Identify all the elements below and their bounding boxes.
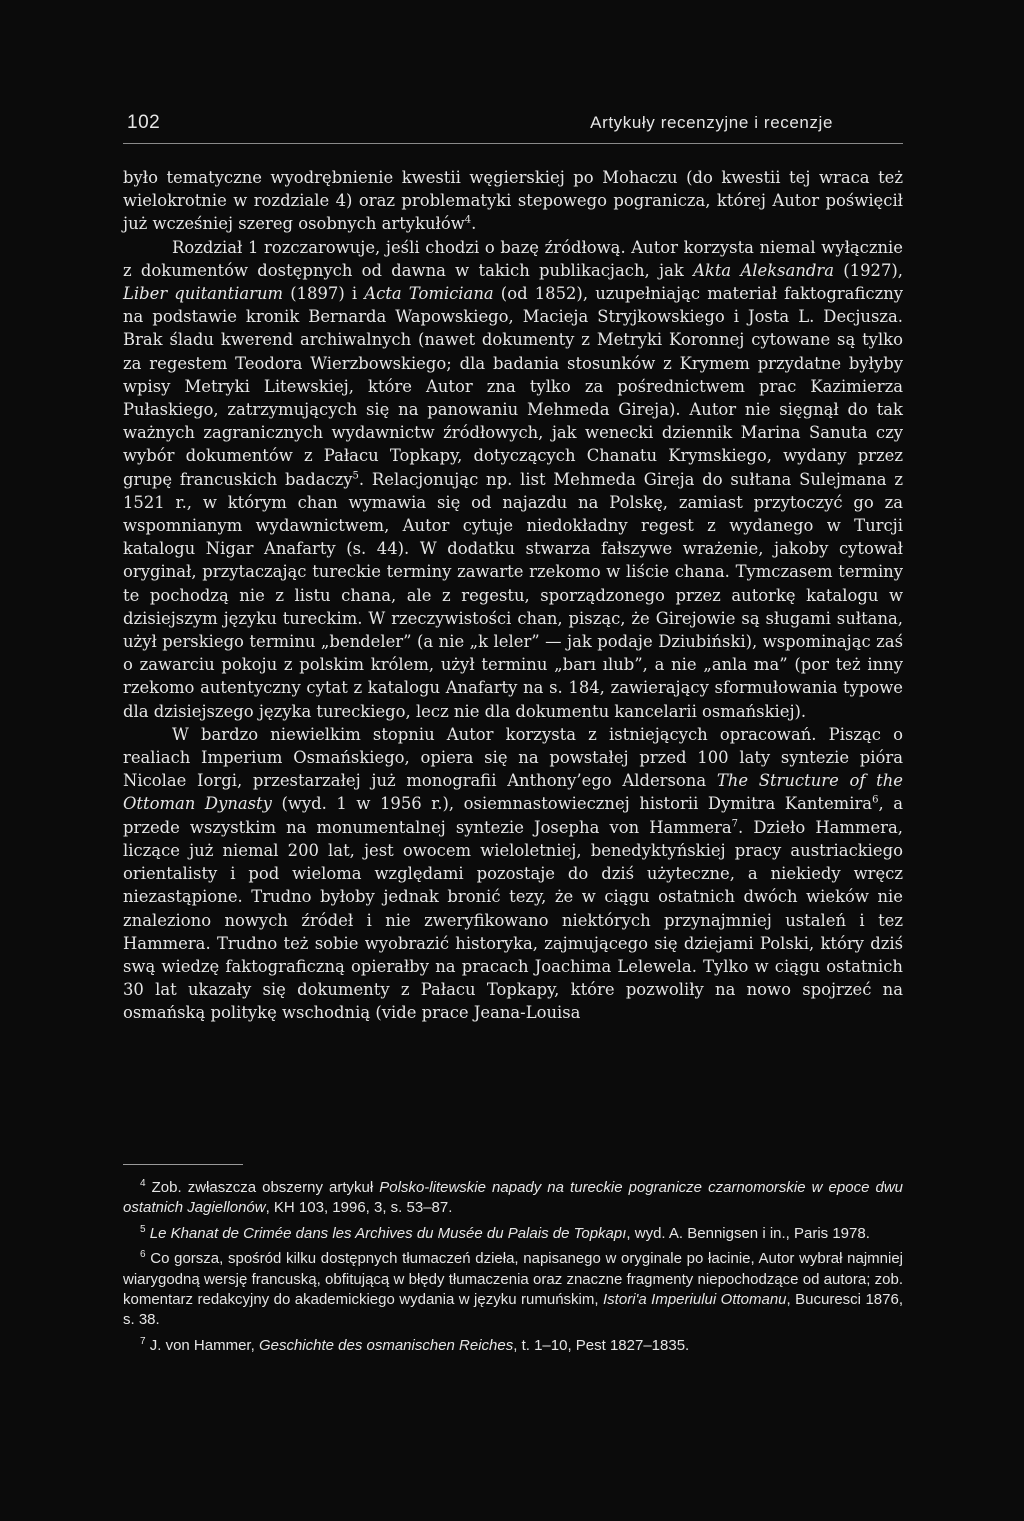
footnote-number: 4 xyxy=(140,1178,146,1189)
footnote-4: $^4$ Zob. zwłaszcza obszerny artykuł Polsko-litewskie napady na tureckie pogranicze czarnomorskie w epoce dwu ostatnich Jagiellonów, KH 103, 1996, 3, s. 53–87. xyxy=(123,1178,904,1217)
footnotes xyxy=(123,1178,903,1361)
footnote-6: $^6$ Co gorsza, spośród kilku dostępnych tłumaczeń dzieła, napisanego w oryginale po łacinie, Autor wybrał najmniej wiarygodną wersję francuską, obfitującą w błędy tłumaczenia oraz znaczne fragmenty niepochodzące od autora; zob. komentarz redakcyjny do akademickiego wydania w języku rumuńskim, Istori'a Imperiului Ottomanu, Bucuresci 1876, s. 38. xyxy=(123,1249,904,1329)
header-rule xyxy=(123,143,903,144)
footnote-rule xyxy=(123,1164,243,1165)
page-number: 102 xyxy=(127,112,161,133)
footnote-ref-4[interactable]: 4 xyxy=(464,214,472,226)
footnote-number: 6 xyxy=(140,1249,146,1261)
paragraph-1: było tematyczne wyodrębnienie kwestii węgierskiej po Mohaczu (do kwestii tej wraca też wielokrotnie w rozdziale 4) oraz problematyki stepowego pogranicza, której Autor poświęcił już wcześniej szereg osobnych artykułów$^4$. xyxy=(123,168,903,234)
running-title: Artykuły recenzyjne i recenzje xyxy=(590,113,833,132)
footnote-number: 7 xyxy=(140,1335,146,1347)
footnote-ref-6[interactable]: 6 xyxy=(872,795,879,807)
paragraph-3: W bardzo niewielkim stopniu Autor korzysta z istniejących opracowań. Pisząc o realiach Imperium Osmańskiego, opiera się na powstałej przed 100 laty syntezie pióra Nicolae Iorgi, przestarzałej już monografii Anthony’ego Aldersona The Structure of the Ottoman Dynasty (wyd. 1 w 1956 r.), osiemnastowiecznej historii Dymitra Kantemira$^6$, a przede wszystkim na monumentalnej syntezie Josepha von Hammera$^7$. Dzieło Hammera, liczące już niemal 200 lat, jest owocem wieloletniej, benedyktyńskiej pracy austriackiego orientalisty i pod wieloma względami pozostaje do dziś użyteczne, a niekiedy wręcz niezastąpione. Trudno byłoby jednak bronić tezy, że w ciągu ostatnich dwóch wieków nie znaleziono nowych źródeł i nie zweryfikowano niektórych przynajmniej ustaleń i tez Hammera. Trudno też sobie wyobrazić historyka, zajmującego się dziejami Polski, który dziś swą wiedzę faktograficzną opierałby na pracach Joachima Lelewela. Tylko w ciągu ostatnich 30 lat ukazały się dokumenty z Pałacu Topkapy, które pozwoliły na nowo spojrzeć na osmańską politykę wschodnią (vide prace Jeana-Louisa xyxy=(123,724,903,1023)
footnote-7: $^7$ J. von Hammer, Geschichte des osmanischen Reiches, t. 1–10, Pest 1827–1835. xyxy=(140,1335,690,1354)
footnote-ref-5[interactable]: 5 xyxy=(352,470,359,482)
body-text xyxy=(123,166,903,1025)
running-header xyxy=(123,112,903,138)
paragraph-2: Rozdział 1 rozczarowuje, jeśli chodzi o bazę źródłową. Autor korzysta niemal wyłącznie z dokumentów dostępnych od dawna w takich publikacjach, jak Akta Aleksandra (1927), Liber quitantiarum (1897) i Acta Tomiciana (od 1852), uzupełniając materiał faktograficzny na podstawie kronik Bernarda Wapowskiego, Macieja Stryjkowskiego i Josta L. Decjusza. Brak śladu kwerend archiwalnych (nawet dokumenty z Metryki Koronnej cytowane są tylko za regestem Teodora Wierzbowskiego; dla badania stosunków z Krymem przydatne byłyby wpisy Metryki Litewskiej, które Autor zna tylko za pośrednictwem prac Kazimierza Pułaskiego, zatrzymujących się na panowaniu Mehmeda Gireja). Autor nie sięgnął do tak ważnych zagranicznych wydawnictw źródłowych, jak wenecki dziennik Marina Sanuta czy wybór dokumentów z Pałacu Topkapy, dotyczących Chanatu Krymskiego, wydany przez grupę francuskich badaczy$^5$. Relacjonując np. list Mehmeda Gireja do sułtana Sulejmana z 1521 r., w którym chan wymawia się od najazdu na Polskę, zamiast przytoczyć go za wspomnianym wydawnictwem, Autor cytuje niedokładny regest z wydanego w Turcji katalogu Nigar Anafarty (s. 44). W dodatku stwarza fałszywe wrażenie, jakoby cytował oryginał, przytaczając tureckie terminy zawarte rzekomo w liście chana. Tymczasem terminy te pochodzą nie z listu chana, ale z regestu, sporządzonego przez autorkę katalogu w dzisiejszym języku tureckim. W rzeczywistości chan, pisząc, że Girejowie są sługami sułtana, użył perskiego terminu „bendeler” (a nie „k leler” — jak podaje Dziubiński), wspominając zaś o zawarciu pokoju z polskim królem, użył terminu „barı ılub”, a nie „anla ma” (por też inny rzekomo autentyczny cytat z katalogu Anafarty na s. 184, zawierający sformułowania typowe dla dzisiejszego języka tureckiego, lecz nie dla dokumentu kancelarii osmańskiej). xyxy=(123,237,904,721)
footnote-ref-7[interactable]: 7 xyxy=(731,818,739,830)
footnote-5: $^5$ Le Khanat de Crimée dans les Archives du Musée du Palais de Topkapı, wyd. A. Bennigsen i in., Paris 1978. xyxy=(140,1223,870,1242)
footnote-number: 5 xyxy=(140,1223,146,1235)
